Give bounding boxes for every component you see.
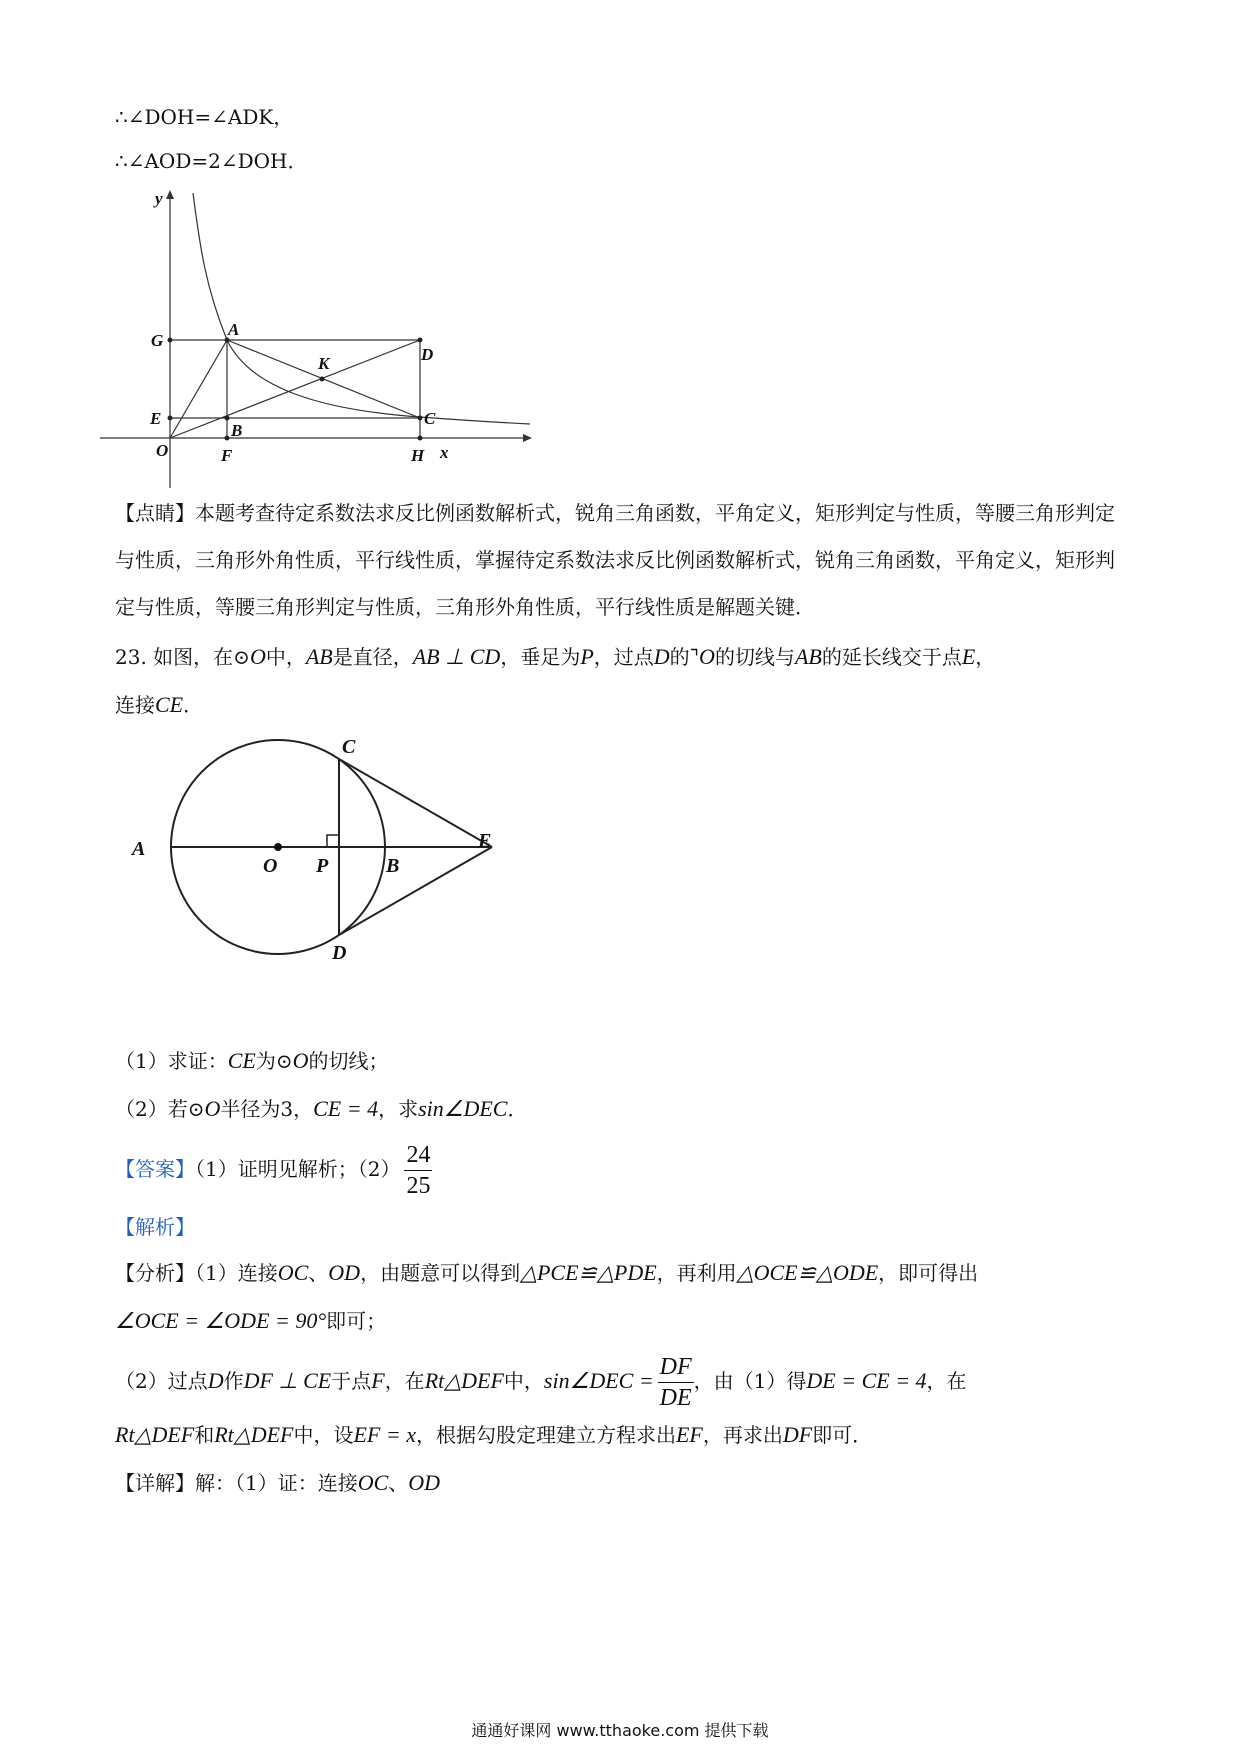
dianjing-text: 本题考查待定系数法求反比例函数解析式，锐角三角函数，平角定义，矩形判定与性质，等腰三角形判定与性质，三角形外角性质，平行线性质，掌握待定系数法求反比例函数解析式，锐角三角函数，平角定义，矩形判定与性质，等腰三角形判定与性质，三角形外角性质，平行线性质是解题关键． [115,501,1115,619]
answer-line [115,1138,432,1201]
part2-numerator: DF [658,1352,694,1383]
label-K: K [318,354,330,373]
sub-question-2 [115,1094,527,1124]
point-E [168,416,173,421]
sub2-text: ，求 [378,1097,419,1121]
q23-text: ， [975,645,996,669]
part2-text: ，在 [926,1369,967,1393]
label-D: D [332,942,347,964]
part2-sin-DEC: sin∠DEC = [543,1368,654,1393]
sub1-CE: CE [227,1048,256,1073]
xiangjie-OD: OD [408,1470,441,1495]
part2-rt-triangle: Rt△DEF [424,1368,504,1393]
answer-numerator: 24 [404,1140,432,1171]
dianjing-paragraph [115,490,1125,631]
q23-AB-perp-CD: AB ⊥ CD [412,644,501,669]
part2-D: D [207,1368,224,1393]
part2-text: ，根据勾股定理建立方程求出 [415,1423,676,1447]
segment-DE [339,847,492,935]
fenxi-angle-equation: ∠OCE = ∠ODE = 90° [115,1308,327,1333]
xiangjie-OC: OC [357,1470,389,1495]
jiexi-tag: 【解析】 [115,1215,195,1239]
footer-watermark: 通通好课网 www.tthaoke.com 提供下载 [471,1721,769,1740]
xiangjie-line [115,1468,440,1498]
question-number: 23. [115,645,147,669]
part2-text: （2）过点 [115,1369,208,1393]
label-x: x [440,443,449,462]
part2-text: 作 [223,1369,244,1393]
fenxi-congruence-2: △OCE≌△ODE [736,1260,879,1285]
hyperbola-curve [193,193,530,424]
y-axis-arrow [166,190,174,199]
point-H [418,436,423,441]
part2-EF-equals-x: EF = x [353,1422,416,1447]
part2-fraction [658,1352,694,1413]
part2-text: 即可． [812,1423,873,1447]
q23-text: 是直径， [332,645,413,669]
point-G [168,338,173,343]
point-K [320,377,325,382]
label-H: H [411,446,425,465]
part2-DF-perp-CE: DF ⊥ CE [243,1368,332,1393]
q23-text: ，过点 [593,645,654,669]
segment-OD [170,340,420,438]
fenxi-text: ，再利用 [656,1261,737,1285]
label-F: F [221,446,233,465]
label-A: A [132,838,146,860]
part2-text: 中， [503,1369,544,1393]
part2-equation: DE = CE = 4 [806,1368,927,1393]
q23-text: ． [183,693,204,717]
label-D: D [421,345,434,364]
proof-line-2: ∴∠AOD=2∠DOH． [115,149,308,173]
q23-AB: AB [305,644,333,669]
question-23-line-1 [115,642,995,672]
q23-text: 的切线与 [714,645,795,669]
q23-text: 连接 [115,693,155,717]
figure-coordinate-graph [100,188,540,488]
sub1-text: （1）求证： [115,1049,228,1073]
fenxi-congruence-1: △PCE≌△PDE [520,1260,657,1285]
fenxi-text: ，即可得出 [878,1261,979,1285]
q23-AB: AB [794,644,822,669]
label-C: C [342,736,356,758]
part2-DF: DF [782,1422,813,1447]
fenxi-text: 即可； [326,1309,387,1333]
part2-EF: EF [675,1422,703,1447]
sub2-text: （2）若⊙ [115,1097,205,1121]
fenxi-text: 、 [308,1261,329,1285]
fenxi-OC: OC [277,1260,309,1285]
label-y: y [155,189,163,208]
part2-text: 中，设 [293,1423,354,1447]
part2-text: 和 [194,1423,215,1447]
question-23-line-2 [115,690,203,720]
sub1-text: 的切线； [308,1049,389,1073]
proof-line-1: ∴∠DOH=∠ADK， [115,105,294,129]
label-C: C [424,409,436,428]
fenxi-line-2 [115,1306,386,1336]
q23-text: 如图，在⊙ [153,645,250,669]
sub2-CE-equals-4: CE = 4 [313,1096,379,1121]
label-B: B [231,421,243,440]
segment-CE [339,759,492,847]
answer-text: （1）证明见解析；（2） [195,1157,401,1181]
q23-text: 的延长线交于点 [821,645,962,669]
part2-text: ，由（1）得 [693,1369,807,1393]
part2-rt-triangle: Rt△DEF [214,1422,294,1447]
q23-D: D [653,644,670,669]
part2-line-2 [115,1420,872,1450]
segment-OA [170,340,227,438]
label-G: G [151,331,164,350]
fenxi-text: ，由题意可以得到 [360,1261,521,1285]
q23-E: E [961,644,976,669]
dianjing-tag: 【点睛】 [115,501,195,525]
answer-denominator: 25 [406,1173,431,1199]
part2-text: ，再求出 [702,1423,783,1447]
sub2-O: O [204,1096,221,1121]
q23-P: P [580,644,594,669]
label-O: O [156,441,169,460]
q23-text: 中， [265,645,306,669]
xiangjie-text: 、 [388,1471,409,1495]
label-E: E [478,830,492,852]
sub-question-1 [115,1046,389,1076]
fenxi-tag: 【分析】 [115,1261,195,1285]
part2-text: 于点 [331,1369,372,1393]
part2-rt-triangle: Rt△DEF [115,1422,195,1447]
fenxi-line-1 [115,1258,978,1288]
q23-O: O [249,644,266,669]
answer-tag: 【答案】 [115,1157,195,1181]
sub2-text: 半径为3， [220,1097,314,1121]
part2-F: F [371,1368,385,1393]
right-angle-mark [327,835,339,847]
q23-text: ，垂足为 [500,645,581,669]
part2-line-1 [115,1350,967,1413]
label-P: P [316,855,329,877]
x-axis-arrow [523,434,532,442]
point-C [418,416,423,421]
part2-denominator: DE [659,1385,692,1411]
point-D [418,338,423,343]
center-point-O [274,843,282,851]
sub1-text: 为⊙ [255,1049,293,1073]
xiangjie-text: 解：（1）证：连接 [195,1471,358,1495]
fenxi-OD: OD [328,1260,361,1285]
answer-fraction [404,1140,432,1201]
q23-CE: CE [155,692,184,717]
q23-text: 的⌝ [669,645,700,669]
sub2-text: ． [507,1097,528,1121]
q23-O: O [699,644,715,669]
sub2-sin-DEC: sin∠DEC [418,1096,508,1121]
point-B [225,416,230,421]
sub1-O: O [292,1048,309,1073]
point-F [225,436,230,441]
figure-circle-tangent [120,735,520,975]
xiangjie-tag: 【详解】 [115,1471,195,1495]
label-B: B [386,855,400,877]
label-A: A [228,320,240,339]
part2-text: ，在 [384,1369,425,1393]
fenxi-text: （1）连接 [195,1261,278,1285]
label-E: E [150,409,162,428]
label-O: O [263,855,278,877]
